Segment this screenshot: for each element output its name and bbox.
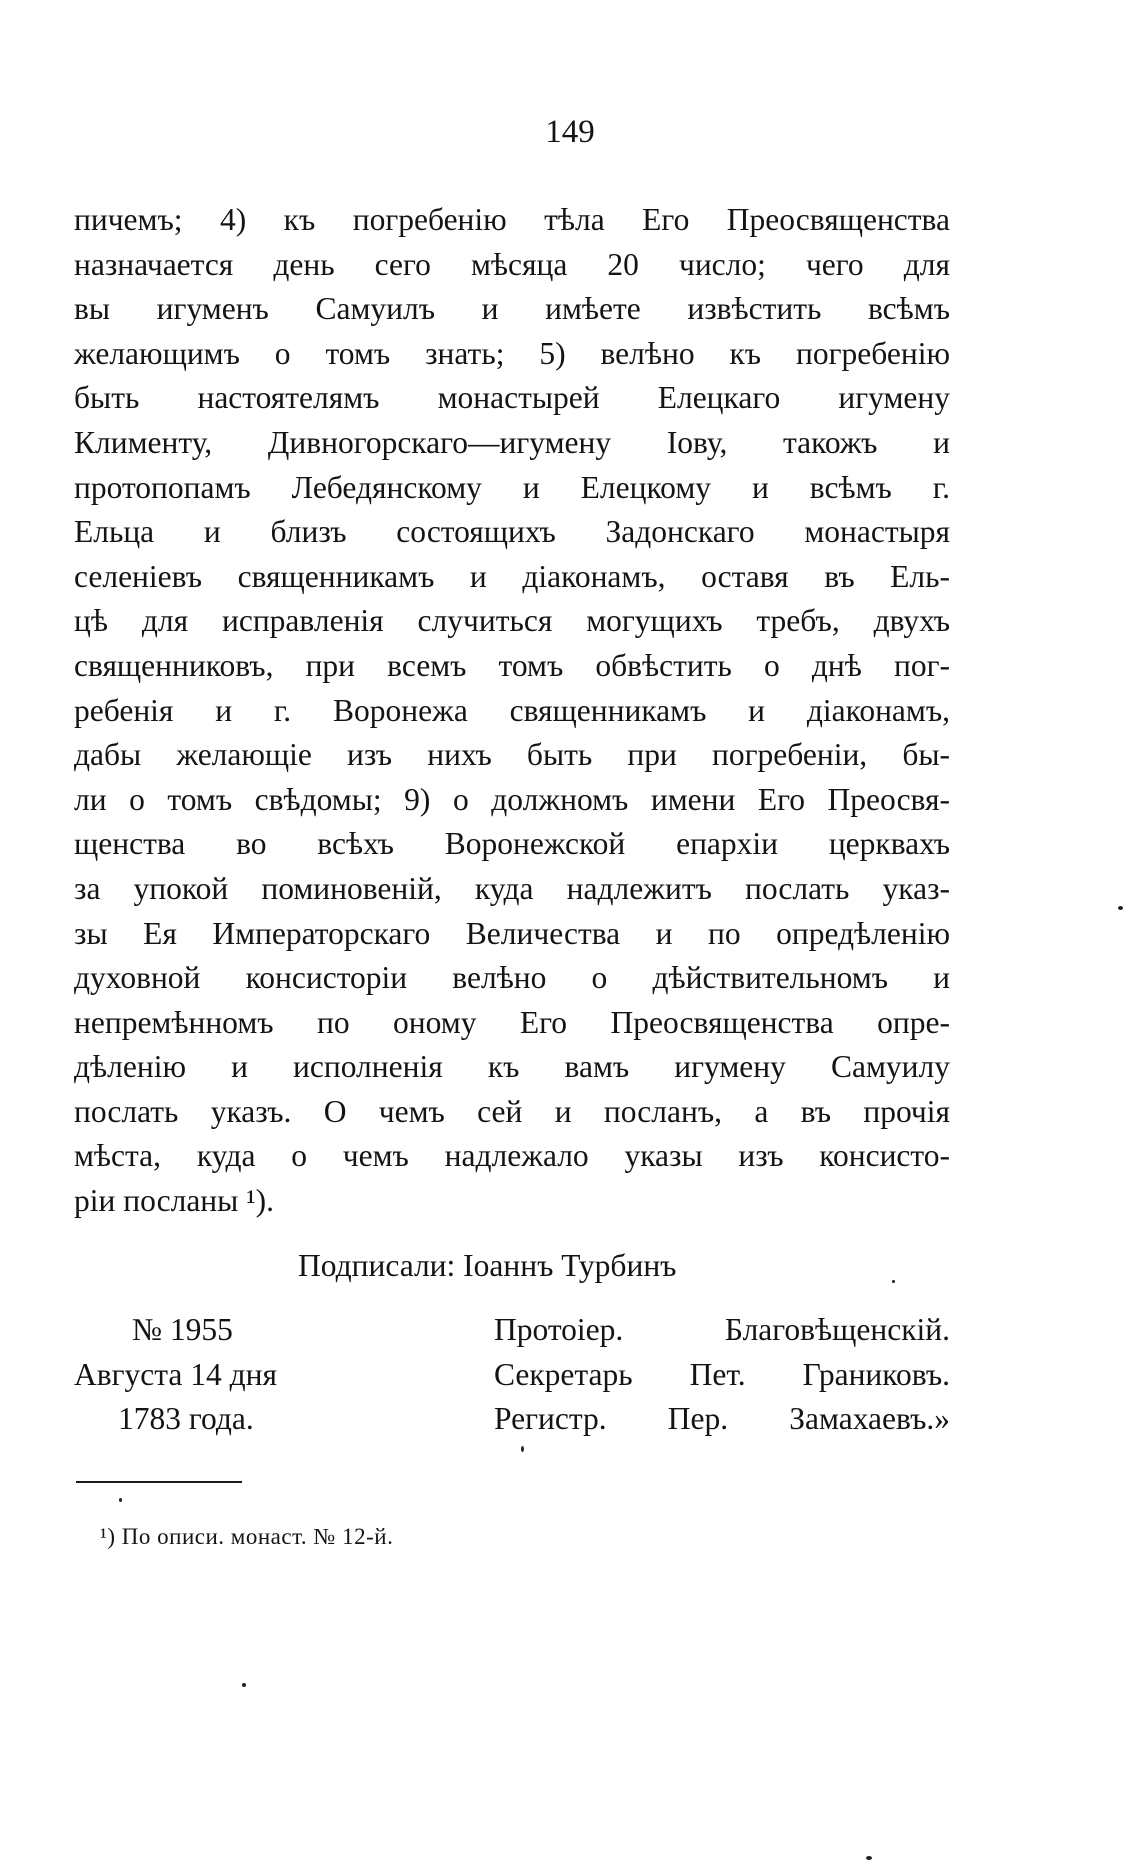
text-line: быть настоятелямъ монастырей Елецкаго игумену <box>74 380 950 416</box>
text-line: щенства во всѣхъ Воронежской епархіи церквахъ <box>74 826 950 862</box>
page-number: 149 <box>545 114 595 150</box>
text-line: желающимъ о томъ знать; 5) велѣно къ погребенію <box>74 335 950 371</box>
scan-speck <box>1118 906 1123 910</box>
signatories-block <box>494 1308 950 1442</box>
text-line: зы Ея Императорскаго Величества и по опредѣленію <box>74 915 950 951</box>
text-line: ребенія и г. Воронежа священникамъ и діаконамъ, <box>74 692 950 728</box>
document-date-block <box>74 1308 354 1442</box>
text-line: назначается день сего мѣсяца 20 число; чего для <box>74 246 950 282</box>
scan-speck <box>521 1446 524 1452</box>
text-line: цѣ для исправленія случиться могущихъ требъ, двухъ <box>74 603 950 639</box>
text-line: за упокой поминовеній, куда надлежитъ послать указ- <box>74 870 950 906</box>
text-line: непремѣнномъ по оному Его Преосвященства опре- <box>74 1004 950 1040</box>
scan-speck <box>119 1498 122 1502</box>
signatory: Секретарь Пет. Граниковъ. <box>494 1356 950 1392</box>
footnote-rule <box>76 1481 242 1483</box>
text-line: Клименту, Дивногорскаго—игумену Іову, такожъ и <box>74 424 950 460</box>
text-line: ріи посланы ¹). <box>74 1183 275 1219</box>
scan-speck <box>892 1280 895 1283</box>
text-line: ли о томъ свѣдомы; 9) о должномъ имени Его Преосвя- <box>74 781 950 817</box>
body-text <box>74 198 950 1224</box>
text-line: Ельца и близъ состоящихъ Задонскаго монастыря <box>74 514 950 550</box>
text-line: вы игуменъ Самуилъ и имѣете извѣстить всѣмъ <box>74 291 950 327</box>
scan-speck <box>242 1683 246 1687</box>
document-number: № 1955 <box>132 1312 233 1347</box>
text-line: священниковъ, при всемъ томъ обвѣстить о днѣ пог- <box>74 647 950 683</box>
scan-speck <box>866 1856 872 1860</box>
signatory: Регистр. Пер. Замахаевъ.» <box>494 1401 950 1437</box>
text-line: протопопамъ Лебедянскому и Елецкому и всѣмъ г. <box>74 469 950 505</box>
signed-line: Подписали: Іоаннъ Турбинъ <box>298 1248 677 1283</box>
text-line: дабы желающіе изъ нихъ быть при погребеніи, бы- <box>74 737 950 773</box>
text-line: селеніевъ священникамъ и діаконамъ, оставя въ Ель- <box>74 558 950 594</box>
text-line: духовной консисторіи велѣно о дѣйствительномъ и <box>74 960 950 996</box>
document-date-year: 1783 года. <box>118 1401 254 1437</box>
footnote: ¹) По описи. монаст. № 12-й. <box>100 1524 394 1549</box>
text-line: мѣста, куда о чемъ надлежало указы изъ консисто- <box>74 1138 950 1174</box>
text-line: пичемъ; 4) къ погребенію тѣла Его Преосвященства <box>74 202 950 237</box>
document-date-day: Августа 14 дня <box>74 1356 278 1392</box>
text-line: послать указъ. О чемъ сей и посланъ, а въ прочія <box>74 1093 950 1129</box>
signatory: Протоіер. Благовѣщенскій. <box>494 1312 950 1347</box>
text-line: дѣленію и исполненія къ вамъ игумену Самуилу <box>74 1049 950 1085</box>
